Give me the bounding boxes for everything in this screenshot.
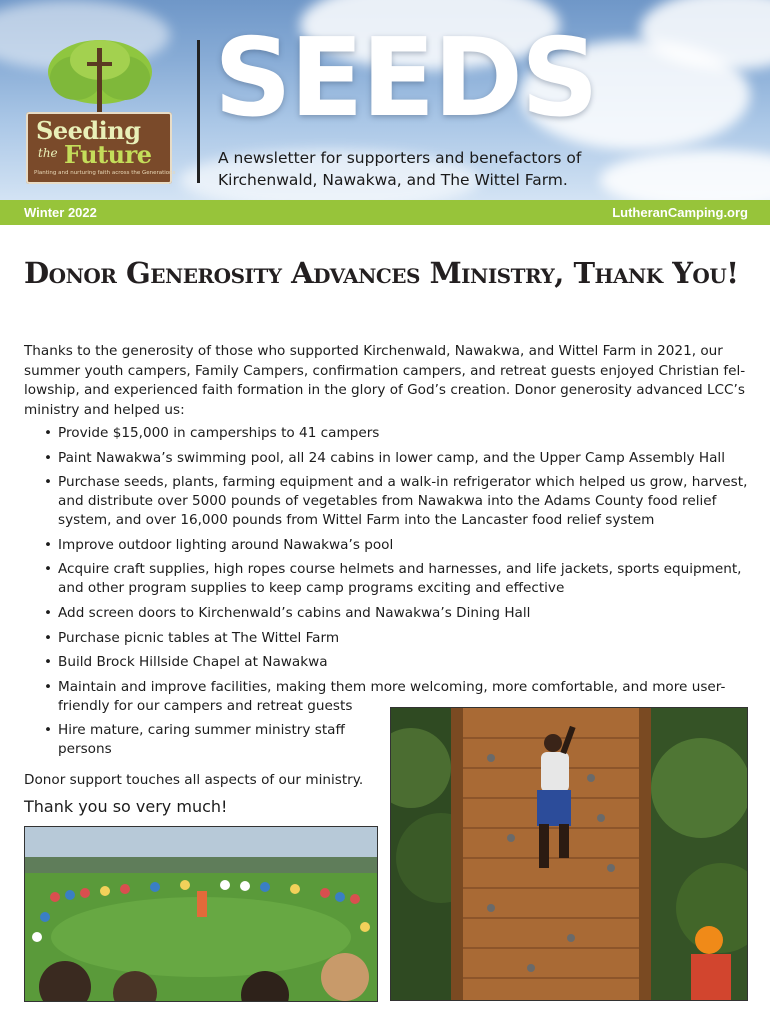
- article-intro: Thanks to the generosity of those who supported Kirchenwald, Nawakwa, and Wittel Farm in 2021, our summer youth campers, Family Campers, confirmation campers, and retreat guests enjoyed Christian fel-lowship, and experienced faith formation in the glory of God’s creation. Donor generosity advanced LCC’s ministry and helped us:: [24, 343, 746, 418]
- article-headline: Donor Generosity Advances Ministry, Thank You!: [24, 256, 739, 290]
- list-item: • Purchase picnic tables at The Wittel Farm: [44, 629, 750, 648]
- website-link[interactable]: LutheranCamping.org: [612, 205, 748, 220]
- issue-date: Winter 2022: [24, 205, 97, 220]
- newsletter-title: SEEDS: [214, 16, 597, 141]
- tree-cross-icon: [46, 38, 154, 114]
- logo-the-text: the: [38, 146, 58, 160]
- climbing-wall-image: [391, 708, 747, 1000]
- closing-sentence: Donor support touches all aspects of our ministry.: [24, 772, 364, 788]
- campers-circle-image: [25, 827, 377, 1001]
- logo-future-text: Future: [64, 140, 152, 169]
- logo-seeding-text: Seeding: [36, 116, 141, 145]
- climbing-wall-photo: [390, 707, 748, 1001]
- thank-you-line: Thank you so very much!: [24, 797, 228, 816]
- list-item: • Build Brock Hillside Chapel at Nawakwa: [44, 653, 750, 672]
- list-item: • Purchase seeds, plants, farming equipment and a walk-in refrigerator which helped us grow, harvest, and distribute over 5000 pounds of vegetables from Nawakwa into the Adams County food relief system, and over 16,000 pounds from Wittel Farm into the Lancaster food relief system: [44, 473, 750, 530]
- logo-tagline: Planting and nurturing faith across the Generations: [34, 170, 176, 176]
- list-item: • Improve outdoor lighting around Nawakwa’s pool: [44, 536, 750, 555]
- list-item: • Hire mature, caring summer ministry staff persons: [44, 721, 378, 759]
- seeding-the-future-logo: [26, 38, 176, 184]
- campers-circle-photo: [24, 826, 378, 1002]
- list-item: • Paint Nawakwa’s swimming pool, all 24 cabins in lower camp, and the Upper Camp Assembly Hall: [44, 449, 750, 468]
- list-item: • Maintain and improve facilities, making them more welcoming, more comfortable, and more user-friendly for our campers and retreat guests: [44, 678, 750, 716]
- newsletter-subtitle: A newsletter for supporters and benefactors of Kirchenwald, Nawakwa, and The Wittel Farm.: [218, 149, 582, 189]
- issue-band: [0, 200, 770, 225]
- list-item: • Provide $15,000 in camperships to 41 campers: [44, 424, 750, 443]
- header-divider: [197, 40, 200, 183]
- list-item: • Add screen doors to Kirchenwald’s cabins and Nawakwa’s Dining Hall: [44, 604, 750, 623]
- list-item: • Acquire craft supplies, high ropes course helmets and harnesses, and life jackets, sports equipment, and other program supplies to keep camp programs exciting and effective: [44, 560, 750, 598]
- masthead-banner: [0, 0, 770, 200]
- logo-plate: [26, 112, 176, 184]
